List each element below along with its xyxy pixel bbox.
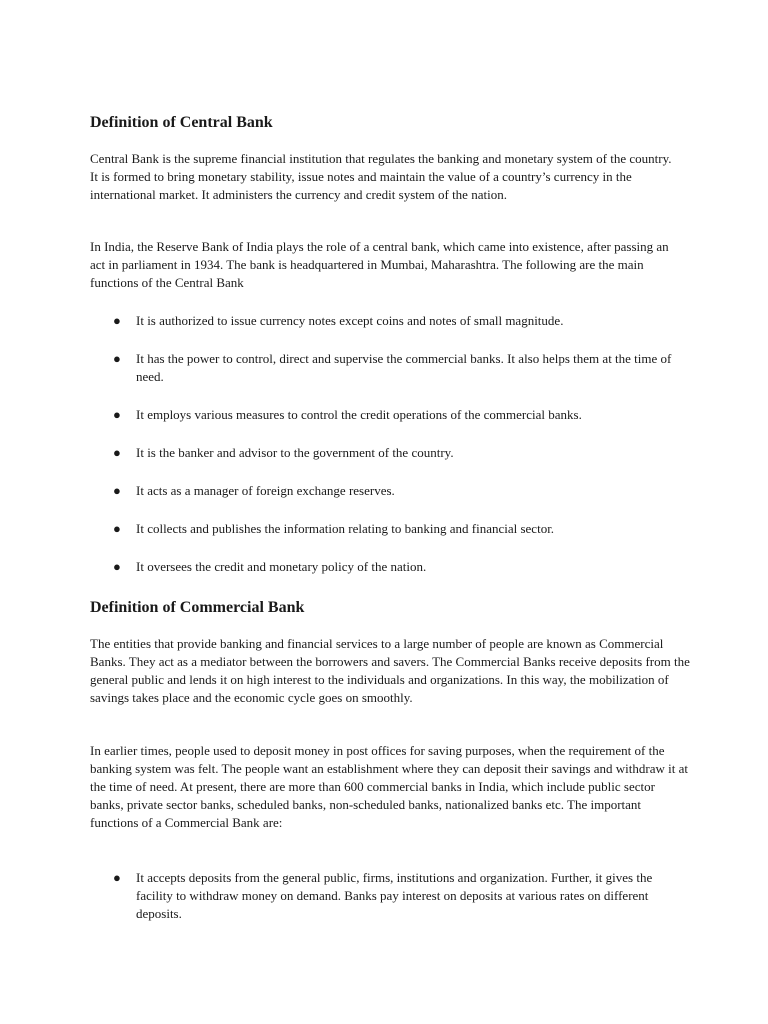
heading-central-bank: Definition of Central Bank [90,114,273,131]
bullet-icon: ● [113,407,121,422]
list-item-text: It employs various measures to control the credit operations of the commercial banks. [136,407,582,422]
list-item [90,444,690,462]
bullet-icon: ● [113,870,121,885]
paragraph-commercial-bank-history: In earlier times, people used to deposit money in post offices for saving purposes, when the requirement of the banking system was felt. The people want an establishment where they can deposit their savings and withdraw it at the time of need. At present, there are more than 600 commercial banks in India, which include public sector banks, private sector banks, scheduled banks, non-scheduled banks, nationalized banks etc. The important functions of a Commercial Bank are: [90,743,688,830]
list-item [90,312,690,330]
paragraph-reserve-bank-india: In India, the Reserve Bank of India plays the role of a central bank, which came into existence, after passing an act in parliament in 1934. The bank is headquartered in Mumbai, Maharashtra. The following are the main functions of the Central Bank [90,239,669,290]
list-item [90,350,690,386]
bullet-icon: ● [113,313,121,328]
list-item-text: It oversees the credit and monetary policy of the nation. [136,559,427,574]
list-item-text: It acts as a manager of foreign exchange reserves. [136,483,395,498]
commercial-bank-functions-list [90,869,690,923]
bullet-icon: ● [113,445,121,460]
list-item [90,558,690,576]
bullet-icon: ● [113,483,121,498]
list-item-text: It is authorized to issue currency notes except coins and notes of small magnitude. [136,313,564,328]
bullet-icon: ● [113,521,121,536]
paragraph-commercial-bank-definition: The entities that provide banking and financial services to a large number of people are known as Commercial Banks. They act as a mediator between the borrowers and savers. The Commercial Banks receive deposits from the general public and lends it on high interest to the individuals and organizations. In this way, the mobilization of savings takes place and the economic cycle goes on smoothly. [90,636,690,705]
list-item [90,406,690,424]
bullet-icon: ● [113,351,121,366]
list-item-text: It accepts deposits from the general public, firms, institutions and organization. Further, it gives the facility to withdraw money on demand. Banks pay interest on deposits at various rates on different deposits. [136,870,653,921]
list-item [90,520,690,538]
paragraph-central-bank-definition: Central Bank is the supreme financial institution that regulates the banking and monetary system of the country. It is formed to bring monetary stability, issue notes and maintain the value of a country’s currency in the international market. It administers the currency and credit system of the nation. [90,151,672,202]
heading-commercial-bank: Definition of Commercial Bank [90,599,305,616]
central-bank-functions-list [90,312,690,596]
list-item [90,482,690,500]
list-item-text: It collects and publishes the information relating to banking and financial sector. [136,521,555,536]
list-item-text: It is the banker and advisor to the government of the country. [136,445,454,460]
bullet-icon: ● [113,559,121,574]
list-item [90,869,690,923]
list-item-text: It has the power to control, direct and supervise the commercial banks. It also helps them at the time of need. [136,351,672,384]
